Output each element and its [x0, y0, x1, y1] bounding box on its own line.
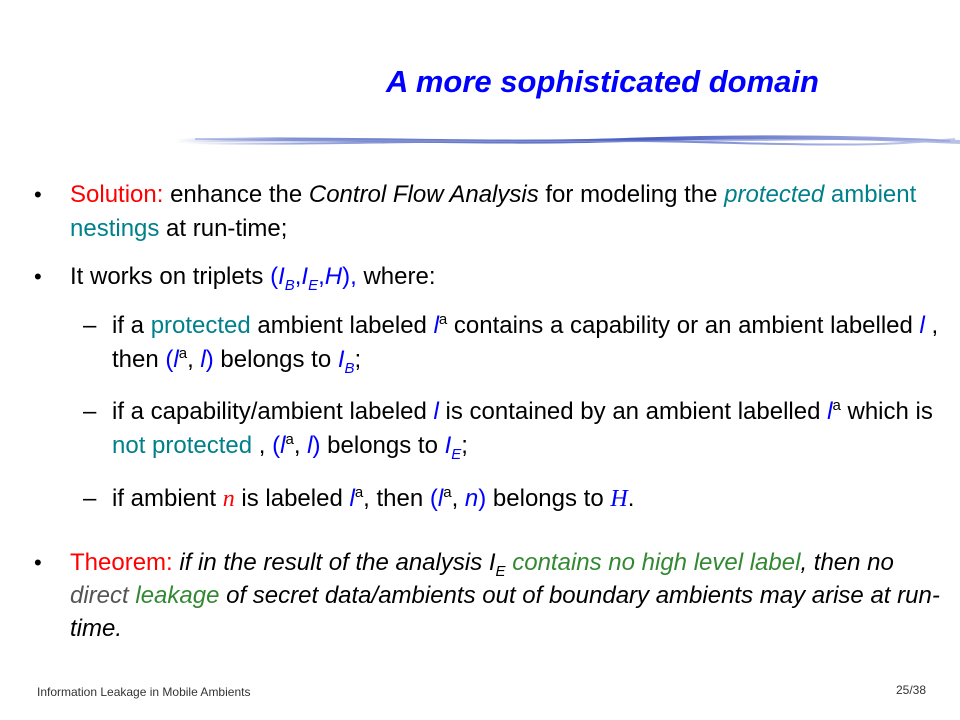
not-protected-term: not protected [112, 432, 253, 459]
subscript-b: B [344, 359, 355, 377]
subscript-e: E [308, 276, 319, 294]
solution-lead: Solution: [70, 181, 164, 208]
text: of secret data/ambients out of boundary ambients may arise at run-time. [70, 582, 940, 642]
text: if a [112, 312, 151, 339]
math-i: I [337, 346, 345, 373]
text: for modeling the [538, 181, 725, 208]
superscript-a: a [438, 311, 448, 328]
text: , then [363, 485, 430, 512]
text: if in the result of the analysis [172, 549, 489, 576]
comma: , [187, 346, 201, 373]
text: , [252, 432, 273, 459]
math-l: l [173, 346, 179, 373]
math-i: I [278, 263, 285, 290]
footer-title: Information Leakage in Mobile Ambients [37, 685, 251, 699]
math-l: l [437, 485, 444, 512]
title-underline [175, 132, 960, 150]
text: belongs to [320, 432, 445, 459]
bullet-dot: • [34, 264, 42, 289]
dash-marker: – [83, 312, 97, 339]
paren: ) [312, 432, 321, 459]
math-i: I [488, 549, 496, 576]
sub-item-2 [112, 395, 942, 463]
math-l: l [200, 346, 206, 373]
math-l: l [433, 312, 439, 339]
paren: ( [429, 485, 438, 512]
paren: ( [272, 432, 281, 459]
theorem-paragraph [70, 546, 940, 645]
math-l: l [349, 485, 355, 512]
paren: ) [205, 346, 214, 373]
paren: ( [165, 346, 174, 373]
superscript-a: a [354, 484, 364, 501]
semicolon: ; [461, 432, 468, 459]
paren: ( [270, 263, 279, 290]
superscript-a: a [443, 484, 452, 501]
dash-marker: – [83, 398, 97, 425]
comma: , [451, 485, 465, 512]
text: enhance the [163, 181, 309, 208]
text: belongs to [213, 346, 338, 373]
math-l: l [433, 398, 439, 425]
text: if ambient [112, 485, 223, 512]
subscript-e: E [451, 445, 462, 463]
math-h: H [610, 486, 628, 512]
math-h: H [324, 263, 343, 290]
triplets-paragraph [70, 260, 940, 294]
bullet-dot: • [34, 550, 42, 575]
text: , then no [800, 549, 894, 576]
math-i: I [444, 432, 452, 459]
math-l: l [919, 312, 925, 339]
slide-title: A more sophisticated domain [386, 64, 819, 99]
comma: , [294, 263, 302, 290]
semicolon: ; [354, 346, 362, 373]
math-l: l [827, 398, 833, 425]
math-n: n [222, 486, 235, 512]
text: at run-time; [159, 215, 288, 242]
page-number: 25/38 [896, 683, 927, 697]
sub-item-1 [112, 309, 942, 377]
paren: ) [478, 485, 487, 512]
text: , then [112, 312, 939, 373]
superscript-a: a [832, 397, 841, 414]
text: where: [356, 263, 436, 290]
solution-paragraph [70, 178, 940, 246]
subscript-e: E [495, 562, 506, 580]
leakage-term: leakage [128, 582, 220, 609]
text: is contained by an ambient labelled [438, 398, 828, 425]
subscript-b: B [284, 276, 295, 294]
text: contains a capability or an ambient labelled [447, 312, 920, 339]
superscript-a: a [178, 345, 188, 362]
period: . [627, 485, 635, 512]
text: ambient labeled [250, 312, 434, 339]
comma: , [293, 432, 308, 459]
superscript-a: a [285, 431, 294, 448]
protected-term: protected [150, 312, 251, 339]
math-i: I [301, 263, 309, 290]
text: It works on triplets [70, 263, 271, 290]
math-l: l [307, 432, 313, 459]
cfa-term: Control Flow Analysis [308, 181, 539, 208]
theorem-lead: Theorem: [70, 549, 173, 576]
nestings-term: ambient nestings [70, 181, 917, 242]
high-label-phrase: contains no high level label [505, 549, 801, 576]
text: if a capability/ambient labeled [112, 398, 434, 425]
text: is labeled [234, 485, 350, 512]
dash-marker: – [83, 485, 97, 512]
protected-term: protected [724, 181, 825, 208]
sub-item-3 [112, 482, 942, 516]
comma: , [318, 263, 325, 290]
paren: ), [342, 263, 357, 290]
direct-term: direct [70, 582, 129, 609]
bullet-dot: • [34, 182, 42, 207]
text: belongs to [486, 485, 611, 512]
text: which is [840, 398, 933, 425]
math-l: l [280, 432, 286, 459]
math-n: n [464, 485, 479, 512]
